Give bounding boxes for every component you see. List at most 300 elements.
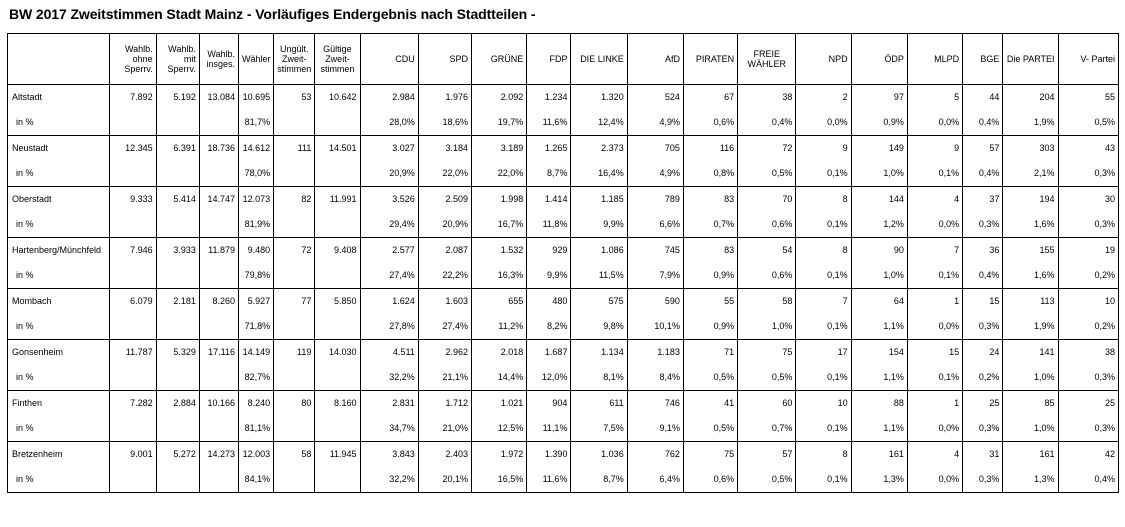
table-cell: 9.333 <box>110 187 156 212</box>
table-cell: 705 <box>627 136 683 161</box>
header-afd: AfD <box>627 34 683 85</box>
table-row-neustadt <box>8 136 1119 161</box>
table-cell-percent <box>315 415 360 442</box>
table-cell: 1.972 <box>472 442 527 467</box>
table-cell: 3.189 <box>472 136 527 161</box>
table-cell-percent: 8,2% <box>527 313 571 340</box>
table-cell-percent <box>110 211 156 238</box>
header-wahlb-insges: Wahlb. insges. <box>199 34 238 85</box>
table-cell-percent: 84,1% <box>239 466 274 493</box>
table-cell-percent: 32,2% <box>360 466 418 493</box>
table-cell-percent: 18,6% <box>418 109 471 136</box>
header-fdp: FDP <box>527 34 571 85</box>
table-cell-percent: 7,5% <box>571 415 627 442</box>
table-cell: 14.747 <box>199 187 238 212</box>
district-name: Neustadt <box>8 136 110 161</box>
table-cell-percent: 0,1% <box>796 466 851 493</box>
table-cell: 1.134 <box>571 340 627 365</box>
percent-label: in % <box>8 466 110 493</box>
table-cell: 144 <box>851 187 907 212</box>
table-cell: 2.577 <box>360 238 418 263</box>
table-cell: 1.183 <box>627 340 683 365</box>
table-cell-percent: 71,8% <box>239 313 274 340</box>
table-cell: 113 <box>1003 289 1058 314</box>
results-table <box>7 33 1119 493</box>
table-cell: 9.001 <box>110 442 156 467</box>
table-cell-percent: 0,6% <box>738 262 796 289</box>
table-cell-percent: 0,1% <box>796 313 851 340</box>
table-cell: 70 <box>738 187 796 212</box>
table-cell-percent: 0,5% <box>738 364 796 391</box>
header-waehler: Wähler <box>239 34 274 85</box>
table-cell: 1.320 <box>571 85 627 110</box>
table-cell-percent: 81,7% <box>239 109 274 136</box>
table-cell: 746 <box>627 391 683 416</box>
table-row-hartenberg-m-nchfeld-percent <box>8 262 1119 289</box>
table-cell-percent: 1,6% <box>1003 211 1058 238</box>
table-cell-percent <box>199 160 238 187</box>
table-cell: 19 <box>1058 238 1118 263</box>
header-freie-waehler: FREIE WÄHLER <box>738 34 796 85</box>
table-cell-percent <box>156 313 199 340</box>
table-cell-percent: 79,8% <box>239 262 274 289</box>
table-cell: 11.787 <box>110 340 156 365</box>
table-cell: 15 <box>907 340 962 365</box>
table-cell-percent: 27,8% <box>360 313 418 340</box>
table-cell-percent: 0,0% <box>907 109 962 136</box>
table-cell-percent <box>199 415 238 442</box>
table-cell-percent <box>199 211 238 238</box>
header-mlpd: MLPD <box>907 34 962 85</box>
table-cell-percent: 0,4% <box>738 109 796 136</box>
table-cell-percent: 1,1% <box>851 364 907 391</box>
district-name: Hartenberg/Münchfeld <box>8 238 110 263</box>
table-cell: 14.273 <box>199 442 238 467</box>
table-cell: 24 <box>963 340 1003 365</box>
table-cell: 929 <box>527 238 571 263</box>
table-cell: 30 <box>1058 187 1118 212</box>
table-cell-percent: 1,0% <box>1003 364 1058 391</box>
table-cell: 2.181 <box>156 289 199 314</box>
table-cell: 1.185 <box>571 187 627 212</box>
table-cell: 745 <box>627 238 683 263</box>
table-cell-percent <box>110 109 156 136</box>
table-cell: 3.526 <box>360 187 418 212</box>
table-cell: 8 <box>796 442 851 467</box>
table-row-neustadt-percent <box>8 160 1119 187</box>
table-cell: 8.240 <box>239 391 274 416</box>
table-cell-percent: 0,0% <box>907 211 962 238</box>
table-cell-percent: 0,9% <box>851 109 907 136</box>
table-cell-percent <box>274 160 315 187</box>
table-cell: 2.373 <box>571 136 627 161</box>
percent-label: in % <box>8 109 110 136</box>
table-cell-percent: 12,5% <box>472 415 527 442</box>
table-cell-percent: 0,3% <box>963 466 1003 493</box>
table-cell-percent: 0,0% <box>907 466 962 493</box>
table-cell-percent: 29,4% <box>360 211 418 238</box>
table-cell: 1.687 <box>527 340 571 365</box>
table-cell: 5.850 <box>315 289 360 314</box>
table-cell: 4 <box>907 442 962 467</box>
table-cell-percent: 1,0% <box>738 313 796 340</box>
table-cell: 3.933 <box>156 238 199 263</box>
table-cell-percent: 9,1% <box>627 415 683 442</box>
percent-label: in % <box>8 415 110 442</box>
percent-label: in % <box>8 313 110 340</box>
table-cell: 82 <box>274 187 315 212</box>
table-cell-percent: 28,0% <box>360 109 418 136</box>
table-cell-percent: 0,4% <box>963 109 1003 136</box>
table-cell: 5.927 <box>239 289 274 314</box>
table-cell: 67 <box>683 85 737 110</box>
table-cell-percent: 11,2% <box>472 313 527 340</box>
table-cell: 55 <box>1058 85 1118 110</box>
table-cell-percent: 8,4% <box>627 364 683 391</box>
table-cell-percent: 32,2% <box>360 364 418 391</box>
district-name: Oberstadt <box>8 187 110 212</box>
header-wahlb-mit-sperrv: Wahlb. mit Sperrv. <box>156 34 199 85</box>
table-cell: 7 <box>907 238 962 263</box>
table-cell: 97 <box>851 85 907 110</box>
table-cell: 2.092 <box>472 85 527 110</box>
table-cell: 1.532 <box>472 238 527 263</box>
table-cell: 3.843 <box>360 442 418 467</box>
table-cell-percent: 0,5% <box>738 160 796 187</box>
table-cell: 2.018 <box>472 340 527 365</box>
table-row-altstadt <box>8 85 1119 110</box>
table-cell-percent <box>274 415 315 442</box>
table-cell: 7.946 <box>110 238 156 263</box>
table-cell: 3.027 <box>360 136 418 161</box>
table-row-altstadt-percent <box>8 109 1119 136</box>
table-cell: 17 <box>796 340 851 365</box>
table-cell-percent: 1,6% <box>1003 262 1058 289</box>
table-row-hartenberg-m-nchfeld <box>8 238 1119 263</box>
table-cell: 2.087 <box>418 238 471 263</box>
table-cell-percent: 0,1% <box>907 262 962 289</box>
table-cell-percent: 0,5% <box>683 415 737 442</box>
table-cell: 9 <box>796 136 851 161</box>
table-cell: 72 <box>738 136 796 161</box>
table-cell-percent: 27,4% <box>418 313 471 340</box>
table-cell-percent: 0,6% <box>683 109 737 136</box>
table-cell: 1.234 <box>527 85 571 110</box>
table-cell: 8 <box>796 187 851 212</box>
table-cell: 904 <box>527 391 571 416</box>
table-cell-percent: 0,3% <box>1058 211 1118 238</box>
table-cell: 12.003 <box>239 442 274 467</box>
table-cell-percent: 0,3% <box>1058 364 1118 391</box>
table-cell: 43 <box>1058 136 1118 161</box>
header-district <box>8 34 110 85</box>
table-cell: 5.272 <box>156 442 199 467</box>
table-cell-percent: 0,1% <box>796 415 851 442</box>
table-cell: 80 <box>274 391 315 416</box>
table-cell-percent <box>274 211 315 238</box>
table-cell: 194 <box>1003 187 1058 212</box>
table-row-mombach <box>8 289 1119 314</box>
table-cell-percent: 0,9% <box>683 313 737 340</box>
table-cell: 161 <box>1003 442 1058 467</box>
table-cell-percent: 4,9% <box>627 160 683 187</box>
table-cell-percent <box>315 313 360 340</box>
table-cell-percent: 19,7% <box>472 109 527 136</box>
table-cell: 111 <box>274 136 315 161</box>
header-wahlb-ohne-sperrv: Wahlb. ohne Sperrv. <box>110 34 156 85</box>
table-cell-percent: 9,9% <box>527 262 571 289</box>
district-name: Altstadt <box>8 85 110 110</box>
table-cell-percent <box>110 364 156 391</box>
table-cell-percent <box>156 364 199 391</box>
table-cell: 4.511 <box>360 340 418 365</box>
table-cell: 13.084 <box>199 85 238 110</box>
table-cell: 611 <box>571 391 627 416</box>
table-cell: 6.391 <box>156 136 199 161</box>
table-cell-percent: 0,3% <box>963 313 1003 340</box>
table-cell-percent: 0,3% <box>963 415 1003 442</box>
table-cell: 58 <box>738 289 796 314</box>
table-cell: 25 <box>963 391 1003 416</box>
table-cell-percent: 20,9% <box>418 211 471 238</box>
table-row-bretzenheim <box>8 442 1119 467</box>
table-cell: 1.021 <box>472 391 527 416</box>
table-cell: 90 <box>851 238 907 263</box>
district-name: Gonsenheim <box>8 340 110 365</box>
table-cell-percent: 22,0% <box>472 160 527 187</box>
table-cell: 5.192 <box>156 85 199 110</box>
table-cell: 9 <box>907 136 962 161</box>
table-cell: 9.408 <box>315 238 360 263</box>
table-cell: 1.390 <box>527 442 571 467</box>
table-cell-percent: 8,7% <box>527 160 571 187</box>
table-cell: 38 <box>1058 340 1118 365</box>
table-cell-percent: 0,1% <box>907 160 962 187</box>
table-cell-percent <box>156 262 199 289</box>
table-row-finthen <box>8 391 1119 416</box>
table-cell-percent: 0,0% <box>796 109 851 136</box>
table-cell-percent: 20,1% <box>418 466 471 493</box>
table-cell: 54 <box>738 238 796 263</box>
table-cell: 1.624 <box>360 289 418 314</box>
table-cell-percent <box>274 364 315 391</box>
table-cell: 789 <box>627 187 683 212</box>
table-cell-percent: 0,1% <box>796 364 851 391</box>
table-cell: 2.509 <box>418 187 471 212</box>
table-cell: 10 <box>1058 289 1118 314</box>
table-cell: 5 <box>907 85 962 110</box>
table-cell-percent <box>315 364 360 391</box>
table-cell-percent <box>156 466 199 493</box>
table-cell-percent: 11,1% <box>527 415 571 442</box>
table-cell-percent: 0,2% <box>1058 313 1118 340</box>
table-cell-percent: 16,3% <box>472 262 527 289</box>
table-cell: 72 <box>274 238 315 263</box>
table-cell-percent: 27,4% <box>360 262 418 289</box>
table-cell-percent: 1,0% <box>851 262 907 289</box>
table-cell: 10 <box>796 391 851 416</box>
table-cell: 41 <box>683 391 737 416</box>
table-cell: 2.831 <box>360 391 418 416</box>
header-oedp: ÖDP <box>851 34 907 85</box>
percent-label: in % <box>8 211 110 238</box>
table-cell: 1.414 <box>527 187 571 212</box>
table-cell-percent <box>156 160 199 187</box>
table-cell-percent <box>156 109 199 136</box>
table-cell-percent: 8,1% <box>571 364 627 391</box>
table-cell: 58 <box>274 442 315 467</box>
table-row-oberstadt <box>8 187 1119 212</box>
table-cell: 64 <box>851 289 907 314</box>
table-row-oberstadt-percent <box>8 211 1119 238</box>
table-cell: 11.879 <box>199 238 238 263</box>
header-npd: NPD <box>796 34 851 85</box>
table-cell: 57 <box>963 136 1003 161</box>
table-cell: 2.984 <box>360 85 418 110</box>
table-cell-percent <box>315 262 360 289</box>
table-cell-percent: 11,6% <box>527 466 571 493</box>
table-cell-percent: 78,0% <box>239 160 274 187</box>
table-row-bretzenheim-percent <box>8 466 1119 493</box>
table-cell: 36 <box>963 238 1003 263</box>
table-cell-percent: 0,1% <box>796 211 851 238</box>
header-row <box>8 34 1119 85</box>
table-cell: 25 <box>1058 391 1118 416</box>
table-cell: 2 <box>796 85 851 110</box>
table-cell: 1.976 <box>418 85 471 110</box>
table-cell: 10.642 <box>315 85 360 110</box>
table-cell-percent <box>156 211 199 238</box>
table-cell-percent: 11,5% <box>571 262 627 289</box>
table-cell: 31 <box>963 442 1003 467</box>
table-cell: 15 <box>963 289 1003 314</box>
table-cell-percent: 81,1% <box>239 415 274 442</box>
table-cell-percent: 1,0% <box>851 160 907 187</box>
table-cell-percent: 16,4% <box>571 160 627 187</box>
table-cell-percent <box>110 415 156 442</box>
header-piraten: PIRATEN <box>683 34 737 85</box>
table-cell: 83 <box>683 187 737 212</box>
table-cell: 17.116 <box>199 340 238 365</box>
table-cell-percent: 0,0% <box>907 415 962 442</box>
table-cell: 655 <box>472 289 527 314</box>
table-cell-percent: 0,9% <box>683 262 737 289</box>
table-cell-percent <box>156 415 199 442</box>
table-cell: 10.695 <box>239 85 274 110</box>
table-cell-percent <box>274 109 315 136</box>
table-cell: 5.414 <box>156 187 199 212</box>
table-cell-percent: 0,1% <box>796 262 851 289</box>
table-cell: 8.160 <box>315 391 360 416</box>
table-cell-percent: 0,3% <box>1058 160 1118 187</box>
table-cell-percent: 12,4% <box>571 109 627 136</box>
district-name: Mombach <box>8 289 110 314</box>
table-cell-percent: 0,5% <box>738 466 796 493</box>
table-cell: 11.991 <box>315 187 360 212</box>
table-cell: 2.403 <box>418 442 471 467</box>
table-cell-percent: 0,0% <box>907 313 962 340</box>
table-cell-percent: 11,6% <box>527 109 571 136</box>
table-cell-percent: 14,4% <box>472 364 527 391</box>
table-cell-percent: 1,2% <box>851 211 907 238</box>
table-cell: 75 <box>683 442 737 467</box>
table-cell: 7.892 <box>110 85 156 110</box>
table-cell-percent: 22,2% <box>418 262 471 289</box>
table-cell-percent: 1,0% <box>1003 415 1058 442</box>
table-cell: 7.282 <box>110 391 156 416</box>
header-die-partei: Die PARTEI <box>1003 34 1058 85</box>
header-bge: BGE <box>963 34 1003 85</box>
table-cell-percent: 20,9% <box>360 160 418 187</box>
table-row-mombach-percent <box>8 313 1119 340</box>
table-cell-percent: 1,9% <box>1003 109 1058 136</box>
table-cell-percent: 16,7% <box>472 211 527 238</box>
table-cell: 590 <box>627 289 683 314</box>
table-row-finthen-percent <box>8 415 1119 442</box>
table-cell-percent: 1,1% <box>851 313 907 340</box>
table-cell-percent: 10,1% <box>627 313 683 340</box>
table-cell: 2.884 <box>156 391 199 416</box>
table-cell-percent <box>315 466 360 493</box>
table-cell-percent: 9,9% <box>571 211 627 238</box>
table-cell-percent <box>110 466 156 493</box>
table-cell: 14.149 <box>239 340 274 365</box>
district-name: Finthen <box>8 391 110 416</box>
table-cell-percent: 9,8% <box>571 313 627 340</box>
table-cell: 9.480 <box>239 238 274 263</box>
table-cell: 6.079 <box>110 289 156 314</box>
table-cell-percent: 0,4% <box>963 262 1003 289</box>
table-cell-percent <box>315 160 360 187</box>
table-cell-percent: 1,9% <box>1003 313 1058 340</box>
table-cell-percent: 16,5% <box>472 466 527 493</box>
table-cell: 60 <box>738 391 796 416</box>
table-cell: 38 <box>738 85 796 110</box>
table-cell-percent: 0,8% <box>683 160 737 187</box>
table-cell: 1.086 <box>571 238 627 263</box>
table-cell-percent: 7,9% <box>627 262 683 289</box>
table-cell-percent <box>274 313 315 340</box>
table-row-gonsenheim <box>8 340 1119 365</box>
table-cell: 1.265 <box>527 136 571 161</box>
table-cell: 575 <box>571 289 627 314</box>
header-gruene: GRÜNE <box>472 34 527 85</box>
table-cell-percent <box>199 262 238 289</box>
table-cell-percent: 0,3% <box>1058 415 1118 442</box>
table-cell-percent: 34,7% <box>360 415 418 442</box>
header-spd: SPD <box>418 34 471 85</box>
table-cell-percent: 1,3% <box>1003 466 1058 493</box>
table-cell: 155 <box>1003 238 1058 263</box>
header-v-partei: V- Partei <box>1058 34 1118 85</box>
table-cell-percent <box>315 211 360 238</box>
table-cell: 53 <box>274 85 315 110</box>
table-cell-percent: 8,7% <box>571 466 627 493</box>
table-cell-percent: 81,9% <box>239 211 274 238</box>
table-cell: 44 <box>963 85 1003 110</box>
table-cell: 1.603 <box>418 289 471 314</box>
table-cell-percent: 21,0% <box>418 415 471 442</box>
district-name: Bretzenheim <box>8 442 110 467</box>
table-cell-percent: 11,8% <box>527 211 571 238</box>
table-cell: 18.736 <box>199 136 238 161</box>
table-cell: 71 <box>683 340 737 365</box>
table-cell: 14.030 <box>315 340 360 365</box>
table-cell: 161 <box>851 442 907 467</box>
table-cell-percent: 0,5% <box>1058 109 1118 136</box>
table-cell-percent <box>199 109 238 136</box>
table-cell: 75 <box>738 340 796 365</box>
